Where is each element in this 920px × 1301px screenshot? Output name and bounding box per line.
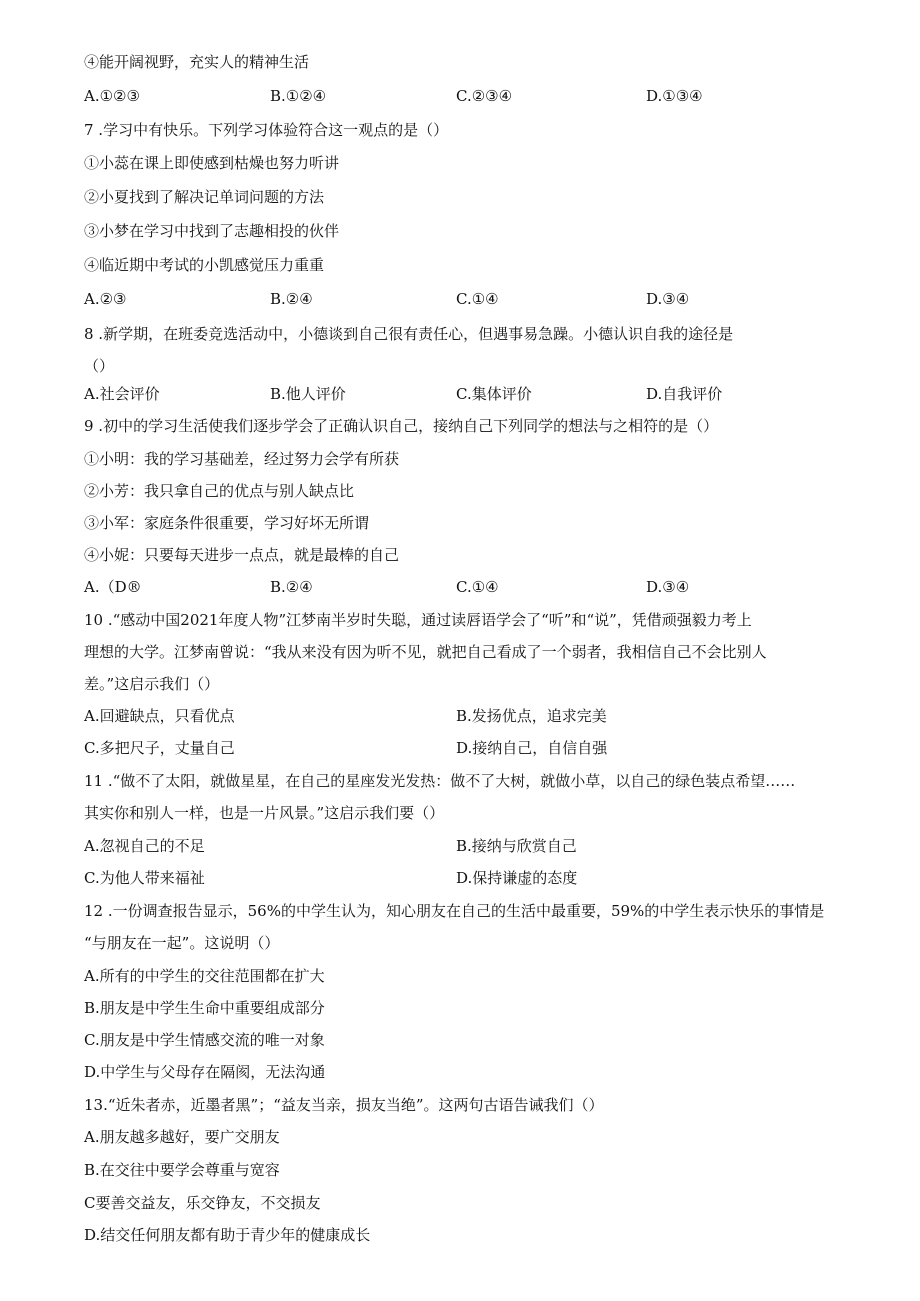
q11-option-a: A.忽视自己的不足 — [84, 837, 205, 855]
q9-statement-1: ①小明：我的学习基础差，经过努力会学有所获 — [84, 450, 400, 468]
q10-option-c: C.多把尺子，丈量自己 — [84, 739, 235, 757]
q7-statement-1: ①小蕊在课上即使感到枯燥也努力听讲 — [84, 154, 340, 172]
q13-stem: 13.“近朱者赤，近墨者黑”；“益友当亲，损友当绝”。这两句古语告诫我们（） — [84, 1096, 604, 1114]
q11-option-d: D.保持谦虚的态度 — [456, 869, 578, 887]
q9-option-a: A.（D® — [84, 578, 142, 596]
q7-options — [84, 289, 844, 309]
q12-stem-line-1: 12 .一份调查报告显示，56%的中学生认为，知心朋友在自己的生活中最重要，59%的中学生表示快乐的事情是 — [84, 902, 825, 920]
q10-stem-line-3: 差。”这启示我们（） — [84, 675, 220, 693]
q12-option-d: D.中学生与父母存在隔阂，无法沟通 — [84, 1063, 326, 1081]
q7-statement-2: ②小夏找到了解决记单词问题的方法 — [84, 188, 325, 206]
q6-option-b: B.①②④ — [270, 87, 327, 105]
q9-option-c: C.①④ — [456, 578, 499, 596]
q7-option-c: C.①④ — [456, 290, 499, 308]
q6-statement-4: ④能开阔视野，充实人的精神生活 — [84, 53, 310, 71]
q13-option-c: C要善交益友，乐交铮友，不交损友 — [84, 1194, 321, 1212]
q11-options-row-2 — [84, 868, 844, 888]
q13-option-d: D.结交任何朋友都有助于青少年的健康成长 — [84, 1226, 371, 1244]
q10-option-a: A.回避缺点，只看优点 — [84, 707, 235, 725]
q8-option-b: B.他人评价 — [270, 385, 346, 403]
q9-option-b: B.②④ — [270, 578, 313, 596]
q8-option-d: D.自我评价 — [646, 385, 723, 403]
q10-option-b: B.发扬优点，追求完美 — [456, 707, 607, 725]
q11-stem-line-2: 其实你和别人一样，也是一片风景。”这启示我们要（） — [84, 804, 445, 822]
q9-stem: 9 .初中的学习生活使我们逐步学会了正确认识自己，接纳自己下列同学的想法与之相符的是（） — [84, 417, 719, 435]
q9-statement-4: ④小妮：只要每天进步一点点，就是最棒的自己 — [84, 546, 400, 564]
q11-option-c: C.为他人带来福祉 — [84, 869, 205, 887]
q11-option-b: B.接纳与欣赏自己 — [456, 837, 577, 855]
q9-statement-3: ③小军：家庭条件很重要，学习好坏无所谓 — [84, 514, 370, 532]
q8-option-a: A.社会评价 — [84, 385, 160, 403]
q7-option-d: D.③④ — [646, 290, 690, 308]
q8-options — [84, 384, 844, 404]
q12-option-c: C.朋友是中学生情感交流的唯一对象 — [84, 1031, 325, 1049]
q13-option-a: A.朋友越多越好，要广交朋友 — [84, 1128, 280, 1146]
q12-stem-line-2: “与朋友在一起”。这说明（） — [84, 934, 280, 952]
q8-stem-bracket: （） — [84, 357, 115, 375]
q10-stem-line-1: 10 .“感动中国2021年度人物”江梦南半岁时失聪，通过读唇语学会了“听”和“说”，凭借顽强毅力考上 — [84, 611, 752, 629]
q9-option-d: D.③④ — [646, 578, 690, 596]
q9-statement-2: ②小芳：我只拿自己的优点与别人缺点比 — [84, 482, 355, 500]
q12-option-a: A.所有的中学生的交往范围都在扩大 — [84, 967, 325, 985]
q7-stem: 7 .学习中有快乐。下列学习体验符合这一观点的是（） — [84, 121, 449, 139]
q10-options-row-1 — [84, 706, 844, 726]
q6-option-d: D.①③④ — [646, 87, 703, 105]
q12-option-b: B.朋友是中学生生命中重要组成部分 — [84, 999, 325, 1017]
q10-stem-line-2: 理想的大学。江梦南曾说：“我从来没有因为听不见，就把自己看成了一个弱者，我相信自己不会比别人 — [84, 643, 767, 661]
q10-option-d: D.接纳自己，自信自强 — [456, 739, 608, 757]
q6-option-c: C.②③④ — [456, 87, 513, 105]
q8-option-c: C.集体评价 — [456, 385, 532, 403]
q6-option-a: A.①②③ — [84, 87, 140, 105]
q7-option-a: A.②③ — [84, 290, 127, 308]
q13-option-b: B.在交往中要学会尊重与宽容 — [84, 1161, 280, 1179]
q11-options-row-1 — [84, 836, 844, 856]
q9-options — [84, 577, 844, 597]
q7-option-b: B.②④ — [270, 290, 313, 308]
q7-statement-3: ③小梦在学习中找到了志趣相投的伙伴 — [84, 222, 340, 240]
q7-statement-4: ④临近期中考试的小凯感觉压力重重 — [84, 256, 325, 274]
q10-options-row-2 — [84, 738, 844, 758]
q6-options — [84, 86, 844, 106]
q11-stem-line-1: 11 .“做不了太阳，就做星星，在自己的星座发光发热：做不了大树，就做小草，以自己的绿色装点希望…… — [84, 772, 796, 790]
q8-stem: 8 .新学期，在班委竞选活动中，小德谈到自己很有责任心，但遇事易急躁。小德认识自我的途径是 — [84, 325, 734, 343]
